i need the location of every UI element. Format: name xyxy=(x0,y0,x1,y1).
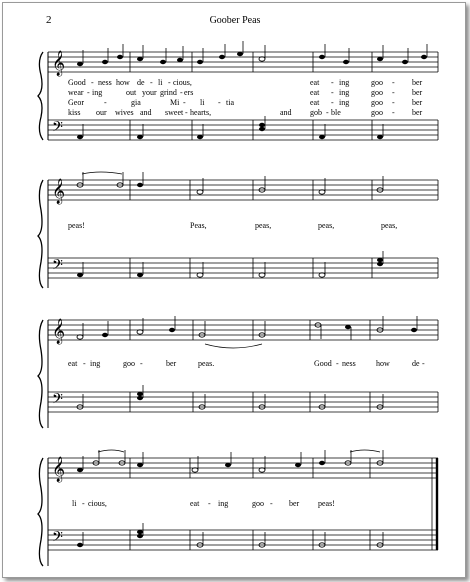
lyric-syllable: ber xyxy=(412,78,423,87)
lyric-syllable: - xyxy=(87,88,90,97)
lyric-syllable: and xyxy=(280,108,292,117)
lyric-syllable: ing xyxy=(90,359,101,368)
treble-staff xyxy=(48,320,438,340)
lyric-syllable: cious, xyxy=(88,499,107,508)
lyric-syllable: ber xyxy=(412,88,423,97)
lyric-syllable: goo xyxy=(371,88,383,97)
lyric-syllable: peas, xyxy=(318,221,335,230)
lyric-syllable: ing xyxy=(92,88,103,97)
treble-clef-icon: 𝄞 xyxy=(52,51,66,76)
lyric-syllable: Mi xyxy=(170,98,180,107)
treble-notes xyxy=(77,172,383,194)
verse-4 xyxy=(68,108,423,117)
lyric-syllable: ing xyxy=(339,78,350,87)
lyric-syllable: wear xyxy=(68,88,84,97)
treble-clef-icon: 𝄞 xyxy=(52,319,66,344)
lyric-syllable: gia xyxy=(131,98,141,107)
lyric-syllable: ing xyxy=(339,88,350,97)
lyric-syllable: li xyxy=(158,78,163,87)
treble-staff xyxy=(48,180,438,200)
lyric-syllable: ber xyxy=(289,499,300,508)
lyric-syllable: tia xyxy=(226,98,234,107)
barlines xyxy=(130,458,432,550)
lyric-syllable: gob xyxy=(310,108,322,117)
lyric-syllable: - xyxy=(422,359,425,368)
lyric-syllable: - xyxy=(336,359,339,368)
lyric-syllable: out xyxy=(126,88,137,97)
bass-notes xyxy=(77,116,383,139)
lyric-syllable: - xyxy=(91,78,94,87)
lyric-syllable: li xyxy=(72,499,77,508)
lyric-syllable: peas, xyxy=(381,221,398,230)
lyric-syllable: goo xyxy=(371,108,383,117)
bass-clef-icon: 𝄢 xyxy=(52,257,63,277)
system-3 xyxy=(38,316,438,428)
lyric-syllable: - xyxy=(180,88,183,97)
lyric-syllable: - xyxy=(208,499,211,508)
song-title: Goober Peas xyxy=(209,15,261,26)
bass-clef-icon: 𝄢 xyxy=(52,391,63,411)
lyric-syllable: peas. xyxy=(198,359,215,368)
lyrics-system-2 xyxy=(68,221,397,230)
lyric-syllable: peas! xyxy=(318,499,335,508)
lyric-syllable: - xyxy=(331,88,334,97)
lyric-syllable: kiss xyxy=(68,108,81,117)
lyric-syllable: sweet xyxy=(165,108,184,117)
lyric-syllable: goo xyxy=(371,78,383,87)
lyric-syllable: de xyxy=(137,78,145,87)
lyric-syllable: - xyxy=(218,98,221,107)
bass-clef-icon: 𝄢 xyxy=(52,119,63,139)
lyrics-system-3 xyxy=(68,359,425,368)
lyric-syllable: - xyxy=(392,98,395,107)
lyric-syllable: - xyxy=(82,499,85,508)
lyric-syllable: how xyxy=(116,78,130,87)
lyric-syllable: - xyxy=(140,359,143,368)
lyric-syllable: - xyxy=(150,78,153,87)
lyric-syllable: peas! xyxy=(68,221,85,230)
lyric-syllable: and xyxy=(140,108,152,117)
lyric-syllable: - xyxy=(168,78,171,87)
lyric-syllable: hearts, xyxy=(190,108,212,117)
verse-3 xyxy=(68,98,423,107)
verse-1 xyxy=(68,78,423,87)
lyric-syllable: - xyxy=(392,78,395,87)
lyric-syllable: eat xyxy=(310,98,320,107)
lyric-syllable: ber xyxy=(412,108,423,117)
lyric-syllable: - xyxy=(183,98,186,107)
lyric-syllable: - xyxy=(392,108,395,117)
lyric-syllable: ble xyxy=(331,108,341,117)
system-2 xyxy=(38,172,438,288)
lyric-syllable: wives xyxy=(115,108,134,117)
lyric-syllable: how xyxy=(376,359,390,368)
treble-notes xyxy=(77,450,383,472)
lyric-syllable: - xyxy=(392,88,395,97)
treble-clef-icon: 𝄞 xyxy=(52,179,66,204)
lyric-syllable: eat xyxy=(190,499,200,508)
lyric-syllable: Peas, xyxy=(190,221,207,230)
lyric-syllable: eat xyxy=(310,78,320,87)
lyric-syllable: - xyxy=(331,78,334,87)
system-1 xyxy=(38,41,438,140)
lyric-syllable: our xyxy=(96,108,107,117)
lyric-syllable: - xyxy=(185,108,188,117)
lyrics-system-4 xyxy=(72,499,335,508)
lyric-syllable: goo xyxy=(123,359,135,368)
verse-2 xyxy=(68,88,423,97)
lyric-syllable: eat xyxy=(68,359,78,368)
lyric-syllable: - xyxy=(326,108,329,117)
lyric-syllable: cious, xyxy=(173,78,192,87)
system-4 xyxy=(38,450,438,566)
treble-clef-icon: 𝄞 xyxy=(52,457,66,482)
lyrics-system-1 xyxy=(68,78,423,117)
lyric-syllable: - xyxy=(270,499,273,508)
lyric-syllable: ing xyxy=(218,499,229,508)
lyric-syllable: li xyxy=(200,98,205,107)
lyric-syllable: - xyxy=(83,359,86,368)
lyric-syllable: ing xyxy=(339,98,350,107)
lyric-syllable: your xyxy=(142,88,157,97)
lyric-syllable: de xyxy=(412,359,420,368)
lyric-syllable: - xyxy=(104,98,107,107)
lyric-syllable: eat xyxy=(310,88,320,97)
lyric-syllable: grind xyxy=(160,88,177,97)
lyric-syllable: Good xyxy=(68,78,86,87)
lyric-syllable: ers xyxy=(184,88,194,97)
page-number: 2 xyxy=(46,14,52,26)
treble-notes xyxy=(77,41,427,66)
lyric-syllable: ber xyxy=(166,359,177,368)
lyric-syllable: goo xyxy=(252,499,264,508)
lyric-syllable: - xyxy=(331,98,334,107)
lyric-syllable: Good xyxy=(314,359,332,368)
bass-clef-icon: 𝄢 xyxy=(52,529,63,549)
treble-notes xyxy=(77,316,417,348)
lyric-syllable: Geor xyxy=(68,98,84,107)
lyric-syllable: peas, xyxy=(255,221,272,230)
lyric-syllable: ness xyxy=(342,359,356,368)
lyric-syllable: ber xyxy=(412,98,423,107)
lyric-syllable: ness xyxy=(98,78,112,87)
lyric-syllable: goo xyxy=(371,98,383,107)
